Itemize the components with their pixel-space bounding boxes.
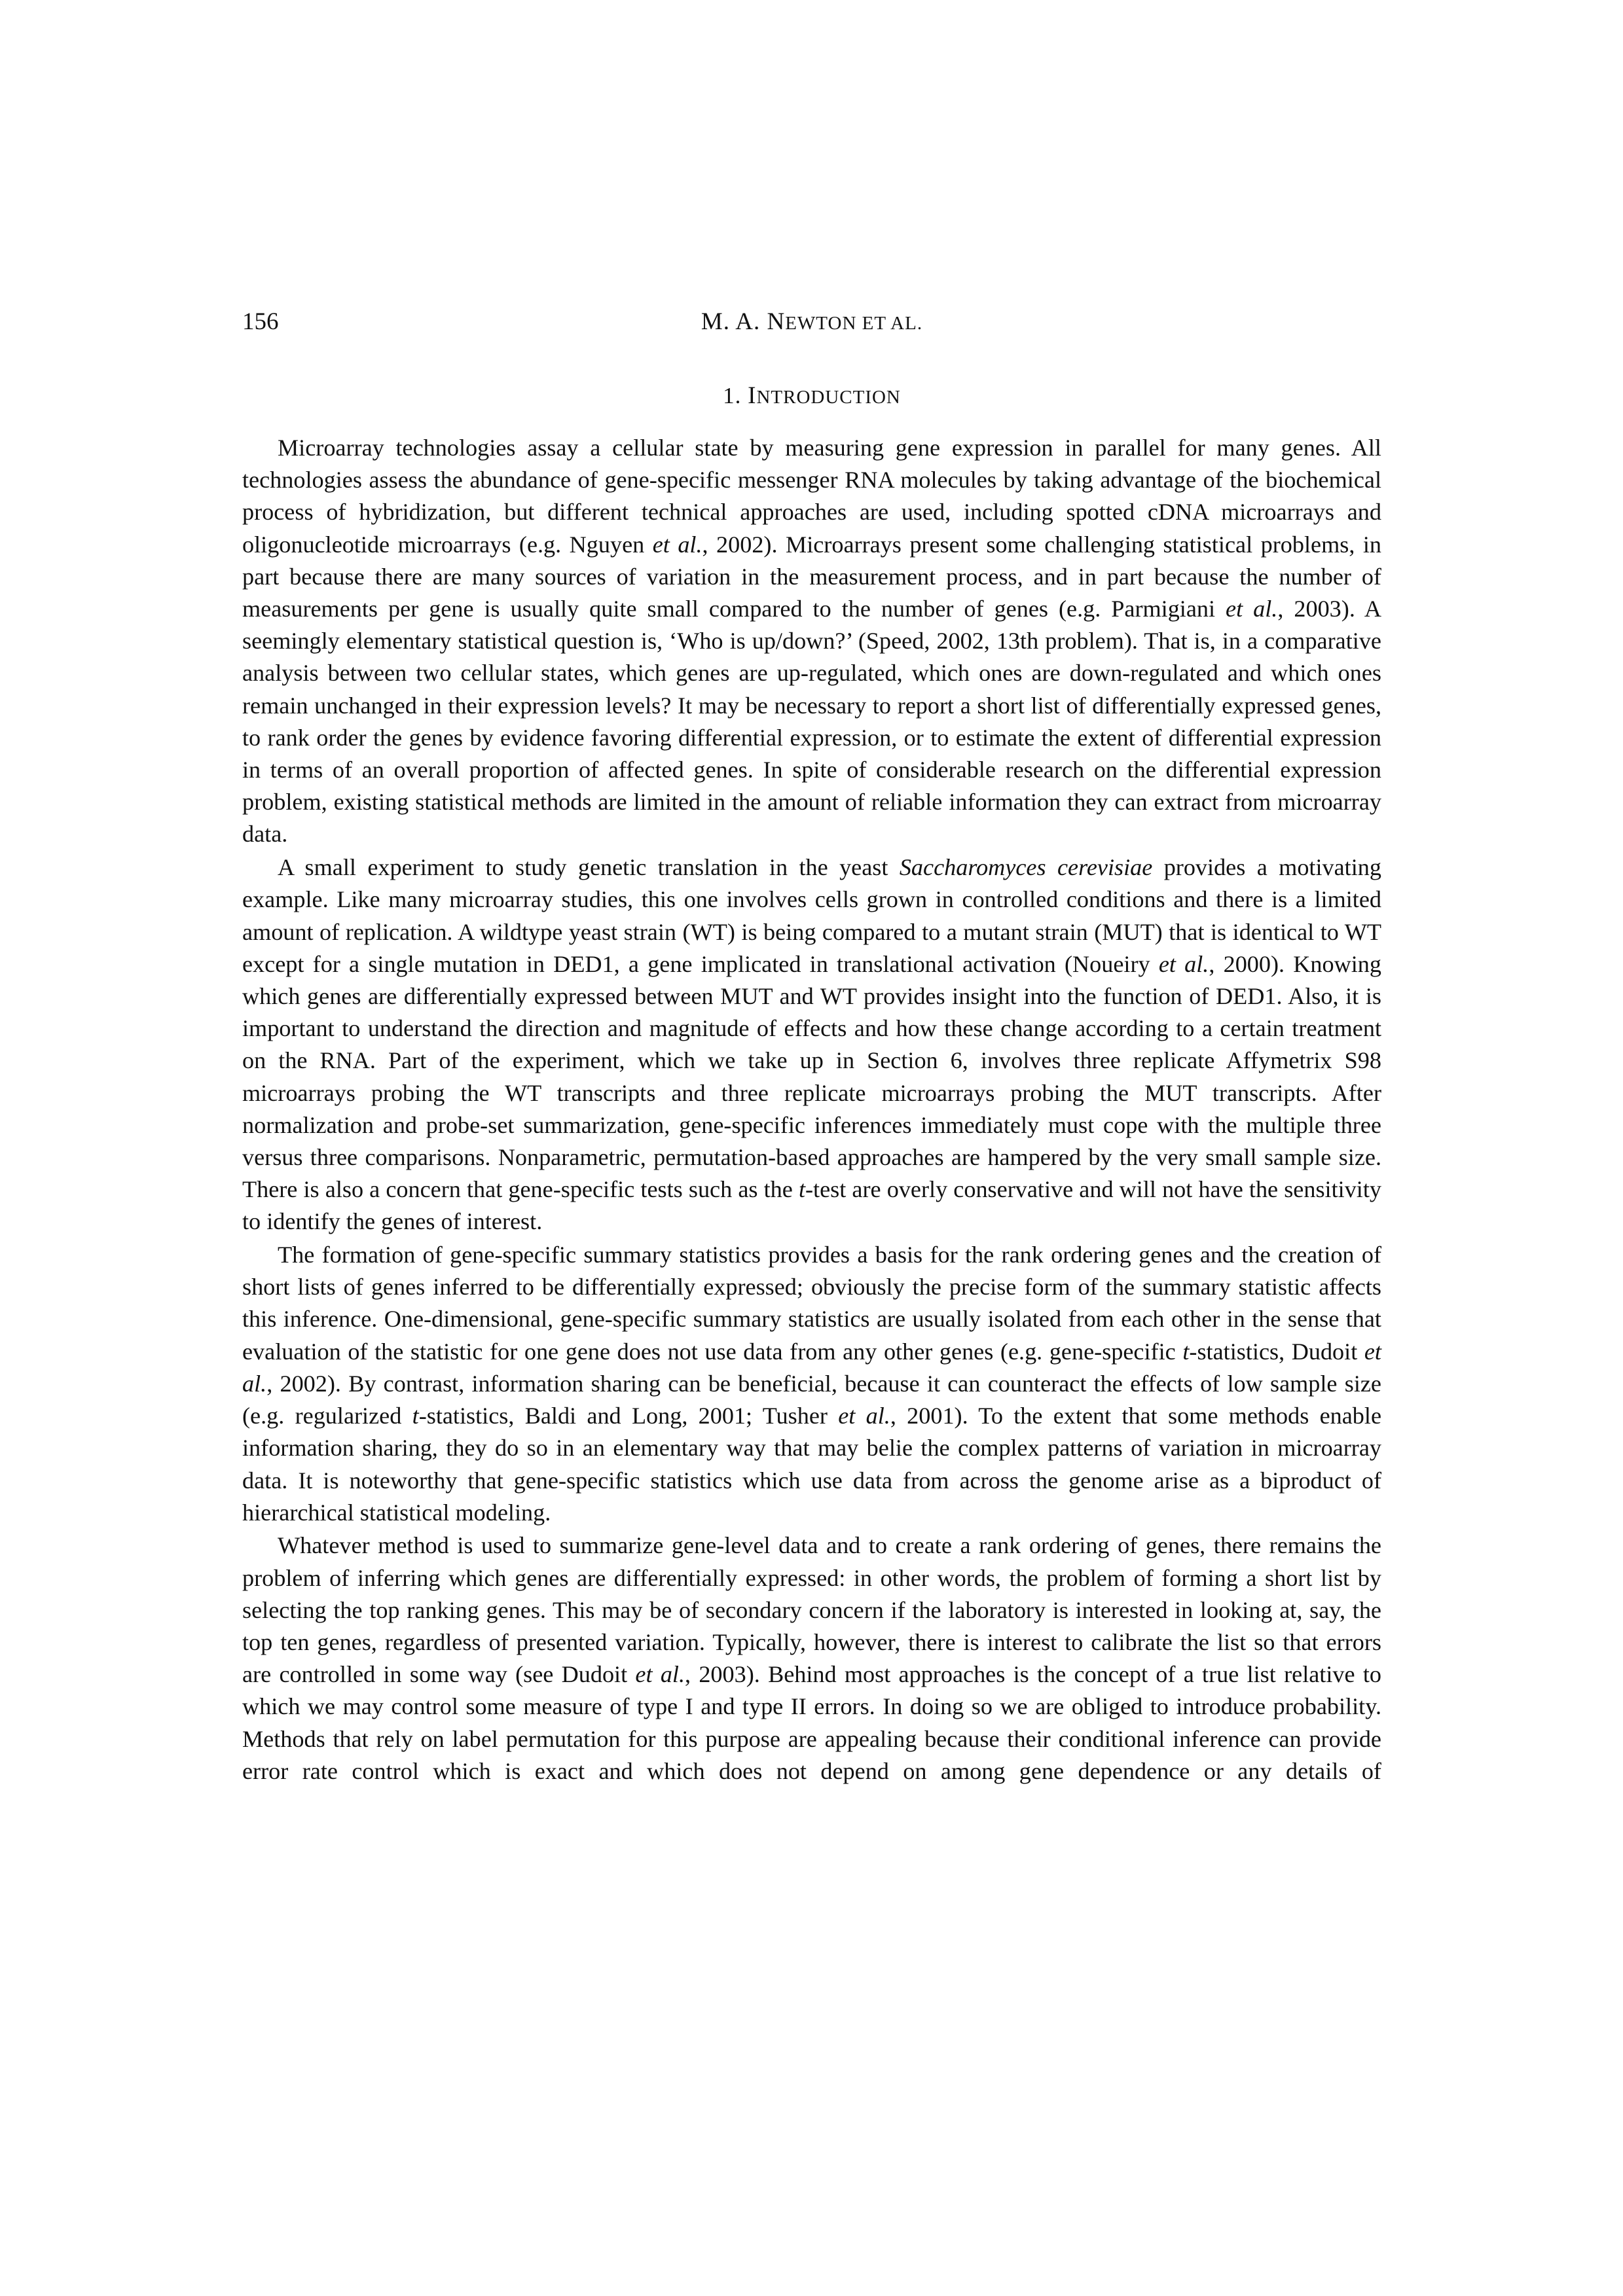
text-run: The formation of gene-specific summary statistics provides a basis for the rank ordering genes and the creation of short lists of genes inferred to be differentially expressed; obviously the precise form of the summary statistic affects this inference. One-dimensional, gene-specific summary statistics are usually isolated from each other in the sense that evaluation of the statistic for one gene does not use data from any other genes (e.g. gene-specific (242, 1242, 1381, 1365)
paragraph (242, 852, 1381, 1238)
section-title-rest: NTRODUCTION (756, 387, 901, 408)
text-run: A small experiment to study genetic translation in the yeast (278, 854, 900, 881)
paragraph (242, 432, 1381, 851)
page-number: 156 (242, 308, 279, 335)
italic-text: et al. (838, 1403, 890, 1429)
text-run: , 2001). To the extent that some methods enable information sharing, they do so in an elementary way that may belie the complex patterns of variation in microarray data. It is noteworthy that gene-specific statistics which use data from across the genome arise as a biproduct of hierarchical statistical modeling. (242, 1403, 1382, 1526)
authors-initial: M. A. N (701, 308, 786, 335)
text-run: -test are overly conservative and will not have the sensitivity to identify the genes of interest. (242, 1176, 1381, 1235)
text-run: , 2002). By contrast, information sharing can be beneficial, because it can counteract the effects of low sample size (e.g. regularized (242, 1370, 1381, 1429)
text-run: provides a motivating example. Like many microarray studies, this one involves cells grown in controlled conditions and there is a limited amount of replication. A wildtype yeast strain (WT) is being compared to a mutant strain (MUT) that is identical to WT except for a single mutation in DED1, a gene implicated in translational activation (Noueiry (242, 854, 1381, 977)
body-text (242, 432, 1381, 1789)
section-number: 1. (723, 383, 742, 408)
italic-text: et al. (242, 1338, 1381, 1397)
text-run: , 2000). Knowing which genes are differentially expressed between MUT and WT provides insight into the function of DED1. Also, it is important to understand the direction and magnitude of effects and how these change according to a certain treatment on the RNA. Part of the experiment, which we take up in Section 6, involves three replicate Affymetrix S98 microarrays probing the WT transcripts and three replicate microarrays probing the MUT transcripts. After normalization and probe-set summarization, gene-specific inferences immediately must cope with the multiple three versus three comparisons. Nonparametric, permutation-based approaches are hampered by the very small sample size. There is also a concern that gene-specific tests such as the (242, 950, 1381, 1203)
paragraph (242, 1530, 1381, 1787)
italic-text: et al. (635, 1661, 685, 1688)
italic-text: t (412, 1403, 419, 1429)
italic-text: t (798, 1176, 805, 1203)
text-run: -statistics, Dudoit (1189, 1338, 1364, 1365)
section-title-initial: I (748, 382, 757, 409)
italic-text: t (1182, 1338, 1190, 1365)
section-title (242, 380, 1381, 414)
text-run: , 2002). Microarrays present some challenging statistical problems, in part because there are many sources of variation in the measurement process, and in part because the number of measurements per gene is usually quite small compared to the number of genes (e.g. Parmigiani (242, 531, 1382, 622)
text-run: Microarray technologies assay a cellular state by measuring gene expression in parallel for many genes. All technologies assess the abundance of gene-specific messenger RNA molecules by taking advantage of the biochemical process of hybridization, but different technical approaches are used, including spotted cDNA microarrays and oligonucleotide microarrays (e.g. Nguyen (242, 435, 1381, 558)
text-run: , 2003). Behind most approaches is the concept of a true list relative to which we may control some measure of type I and type II errors. In doing so we are obliged to introduce probability. Methods that rely on label permutation for this purpose are appealing because their conditional inference can provide error rate control which is exact and which does not depend on among gene dependence or any details of (242, 1661, 1381, 1784)
authors-rest: EWTON ET AL. (785, 313, 923, 334)
text-run: Whatever method is used to summarize gene-level data and to create a rank ordering of genes, there remains the problem of inferring which genes are differentially expressed: in other words, the problem of forming a short list by selecting the top ranking genes. This may be of secondary concern if the laboratory is interested in looking at, say, the top ten genes, regardless of presented variation. Typically, however, there is interest to calibrate the list so that errors are controlled in some way (see Dudoit (242, 1532, 1381, 1688)
running-head-authors (242, 302, 1381, 343)
italic-text: et al. (652, 531, 702, 558)
italic-text: et al. (1226, 596, 1278, 622)
running-header (242, 302, 1381, 342)
text-run: , 2003). A seemingly elementary statistical question is, ‘Who is up/down?’ (Speed, 2002, 13th problem). That is, in a comparative analysis between two cellular states, which genes are up-regulated, which ones are down-regulated and which ones remain unchanged in their expression levels? It may be necessary to report a short list of differentially expressed genes, to rank order the genes by evidence favoring differential expression, or to estimate the extent of differential expression in terms of an overall proportion of affected genes. In spite of considerable research on the differential expression problem, existing statistical methods are limited in the amount of reliable information they can extract from microarray data. (242, 596, 1382, 848)
paragraph (242, 1239, 1381, 1529)
text-run: -statistics, Baldi and Long, 2001; Tusher (418, 1403, 839, 1429)
italic-text: Saccharomyces cerevisiae (899, 854, 1153, 881)
italic-text: et al. (1158, 950, 1209, 977)
